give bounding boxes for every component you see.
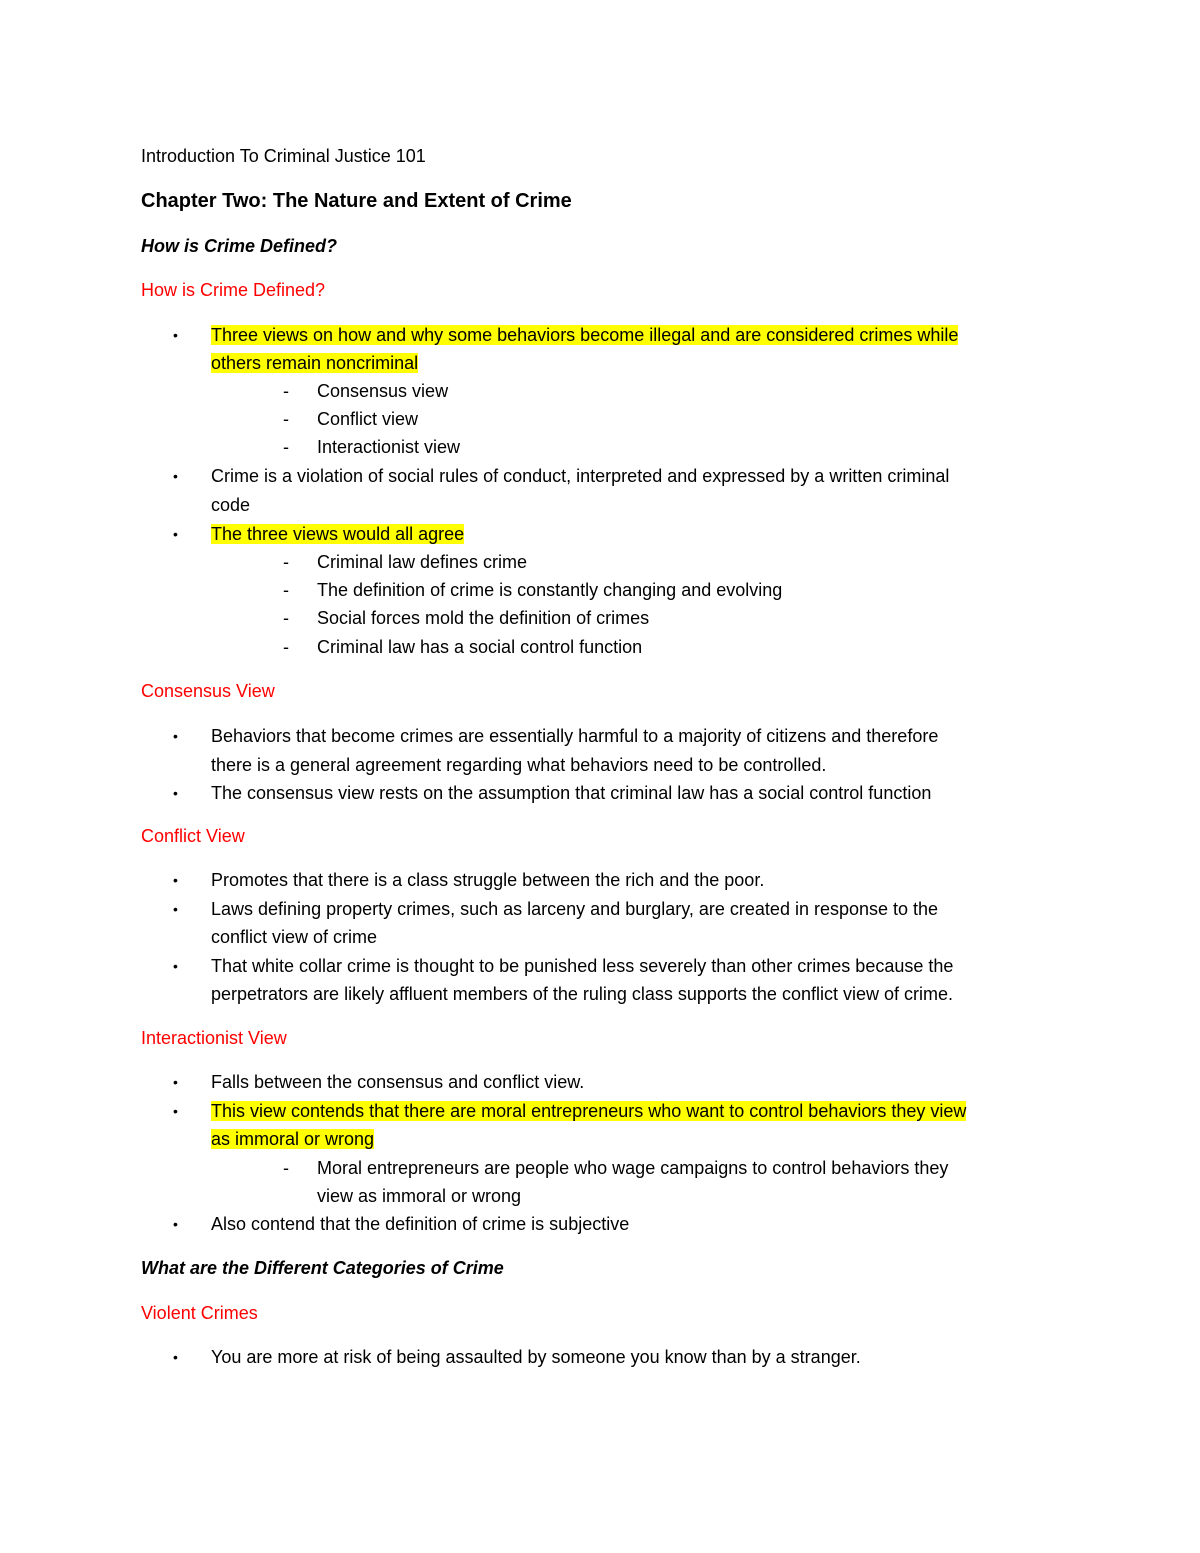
bullet-icon: • xyxy=(173,327,178,343)
list-item: Laws defining property crimes, such as larceny and burglary, are created in response to the xyxy=(211,899,939,919)
bullet-icon: • xyxy=(173,526,178,542)
dash-icon: - xyxy=(283,409,289,429)
list-item: That white collar crime is thought to be punished less severely than other crimes because the xyxy=(211,956,954,976)
list-item: You are more at risk of being assaulted by someone you know than by a stranger. xyxy=(211,1347,861,1367)
list-item: Falls between the consensus and conflict view. xyxy=(211,1072,585,1092)
subsection-heading: Violent Crimes xyxy=(141,1303,258,1323)
list-item: Also contend that the definition of crime is subjective xyxy=(211,1214,630,1234)
bullet-icon: • xyxy=(173,728,178,744)
highlighted-text: The three views would all agree xyxy=(211,524,465,544)
list-item-continuation xyxy=(211,349,418,377)
bullet-icon: • xyxy=(173,958,178,974)
list-item: Crime is a violation of social rules of conduct, interpreted and expressed by a written criminal xyxy=(211,466,950,486)
dash-icon: - xyxy=(283,608,289,628)
list-item-continuation xyxy=(211,1125,374,1153)
sub-list-item: Social forces mold the definition of crimes xyxy=(317,608,650,628)
bullet-icon: • xyxy=(173,901,178,917)
list-item-continuation: conflict view of crime xyxy=(211,927,378,947)
list-item: Behaviors that become crimes are essentially harmful to a majority of citizens and therefore xyxy=(211,726,939,746)
highlighted-text: Three views on how and why some behaviors become illegal and are considered crimes while xyxy=(211,325,959,345)
sub-list-item: Moral entrepreneurs are people who wage campaigns to control behaviors they xyxy=(317,1158,949,1178)
list-item xyxy=(211,1097,966,1125)
subsection-heading: Interactionist View xyxy=(141,1028,287,1048)
list-item xyxy=(211,321,958,349)
bullet-icon: • xyxy=(173,872,178,888)
sub-list-item: Interactionist view xyxy=(317,437,461,457)
subsection-heading: How is Crime Defined? xyxy=(141,280,326,300)
sub-list-item: Criminal law has a social control function xyxy=(317,637,643,657)
chapter-title: Chapter Two: The Nature and Extent of Crime xyxy=(141,190,572,212)
section-heading: What are the Different Categories of Crime xyxy=(141,1258,504,1278)
dash-icon: - xyxy=(283,1158,289,1178)
list-item-continuation: perpetrators are likely affluent members of the ruling class supports the conflict view of crime. xyxy=(211,984,953,1004)
dash-icon: - xyxy=(283,637,289,657)
dash-icon: - xyxy=(283,381,289,401)
bullet-icon: • xyxy=(173,468,178,484)
list-item: Promotes that there is a class struggle between the rich and the poor. xyxy=(211,870,765,890)
bullet-icon: • xyxy=(173,1103,178,1119)
list-item xyxy=(211,520,464,548)
bullet-icon: • xyxy=(173,1216,178,1232)
course-title: Introduction To Criminal Justice 101 xyxy=(141,146,426,166)
list-item-continuation: code xyxy=(211,495,251,515)
dash-icon: - xyxy=(283,552,289,572)
bullet-icon: • xyxy=(173,785,178,801)
bullet-icon: • xyxy=(173,1074,178,1090)
sub-list-item: Criminal law defines crime xyxy=(317,552,528,572)
dash-icon: - xyxy=(283,437,289,457)
highlighted-text: as immoral or wrong xyxy=(211,1129,375,1149)
highlighted-text: others remain noncriminal xyxy=(211,353,419,373)
sub-list-item: Conflict view xyxy=(317,409,419,429)
bullet-icon: • xyxy=(173,1349,178,1365)
section-heading: How is Crime Defined? xyxy=(141,236,338,256)
sub-list-item-continuation: view as immoral or wrong xyxy=(317,1186,522,1206)
list-item: The consensus view rests on the assumption that criminal law has a social control function xyxy=(211,783,932,803)
subsection-heading: Consensus View xyxy=(141,681,275,701)
sub-list-item: Consensus view xyxy=(317,381,449,401)
highlighted-text: This view contends that there are moral entrepreneurs who want to control behaviors they view xyxy=(211,1101,967,1121)
dash-icon: - xyxy=(283,580,289,600)
list-item-continuation: there is a general agreement regarding what behaviors need to be controlled. xyxy=(211,755,827,775)
sub-list-item: The definition of crime is constantly changing and evolving xyxy=(317,580,783,600)
subsection-heading: Conflict View xyxy=(141,826,245,846)
